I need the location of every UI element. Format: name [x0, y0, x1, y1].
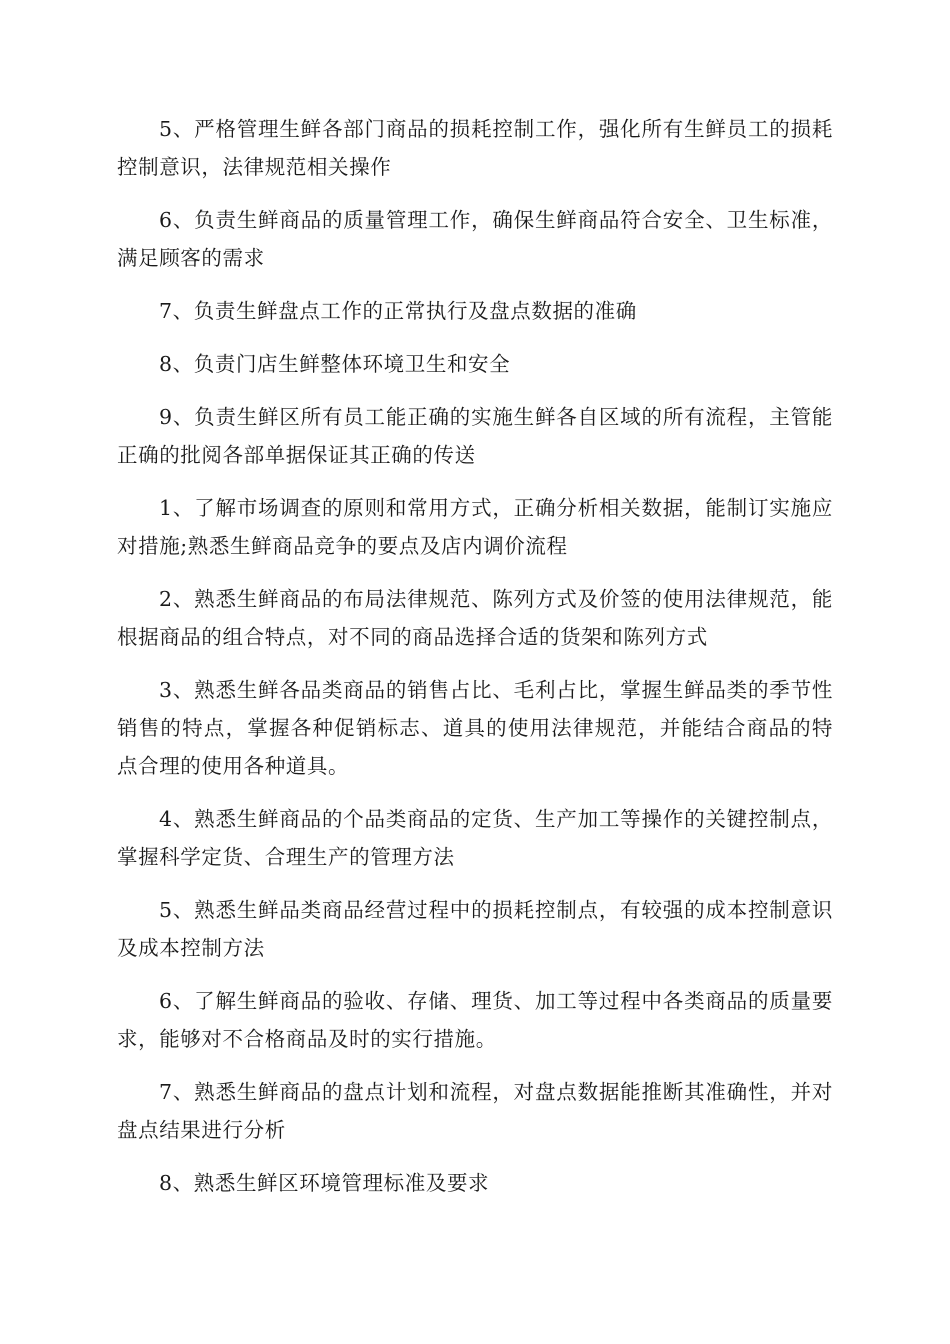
paragraph: 7、负责生鲜盘点工作的正常执行及盘点数据的准确: [159, 299, 637, 323]
paragraph: 5、熟悉生鲜品类商品经营过程中的损耗控制点，有较强的成本控制意识及成本控制方法: [117, 898, 833, 960]
paragraph: 6、了解生鲜商品的验收、存储、理货、加工等过程中各类商品的质量要求，能够对不合格商品及时的实行措施。: [117, 989, 833, 1051]
paragraph: 9、负责生鲜区所有员工能正确的实施生鲜各自区域的所有流程，主管能正确的批阅各部单据保证其正确的传送: [117, 405, 833, 467]
paragraph: 6、负责生鲜商品的质量管理工作，确保生鲜商品符合安全、卫生标准，满足顾客的需求: [117, 208, 833, 270]
paragraph: 8、负责门店生鲜整体环境卫生和安全: [159, 352, 511, 376]
document-body: [117, 110, 833, 1217]
paragraph: 4、熟悉生鲜商品的个品类商品的定货、生产加工等操作的关键控制点，掌握科学定货、合理生产的管理方法: [117, 807, 833, 869]
paragraph: 8、熟悉生鲜区环境管理标准及要求: [159, 1171, 490, 1195]
paragraph: 1、了解市场调查的原则和常用方式，正确分析相关数据，能制订实施应对措施;熟悉生鲜商品竞争的要点及店内调价流程: [117, 496, 833, 558]
paragraph: 5、严格管理生鲜各部门商品的损耗控制工作，强化所有生鲜员工的损耗控制意识，法律规范相关操作: [117, 117, 833, 179]
paragraph: 2、熟悉生鲜商品的布局法律规范、陈列方式及价签的使用法律规范，能根据商品的组合特点，对不同的商品选择合适的货架和陈列方式: [117, 587, 833, 649]
paragraph: 7、熟悉生鲜商品的盘点计划和流程，对盘点数据能推断其准确性，并对盘点结果进行分析: [117, 1080, 833, 1142]
paragraph: 3、熟悉生鲜各品类商品的销售占比、毛利占比，掌握生鲜品类的季节性销售的特点，掌握各种促销标志、道具的使用法律规范，并能结合商品的特点合理的使用各种道具。: [117, 678, 833, 778]
